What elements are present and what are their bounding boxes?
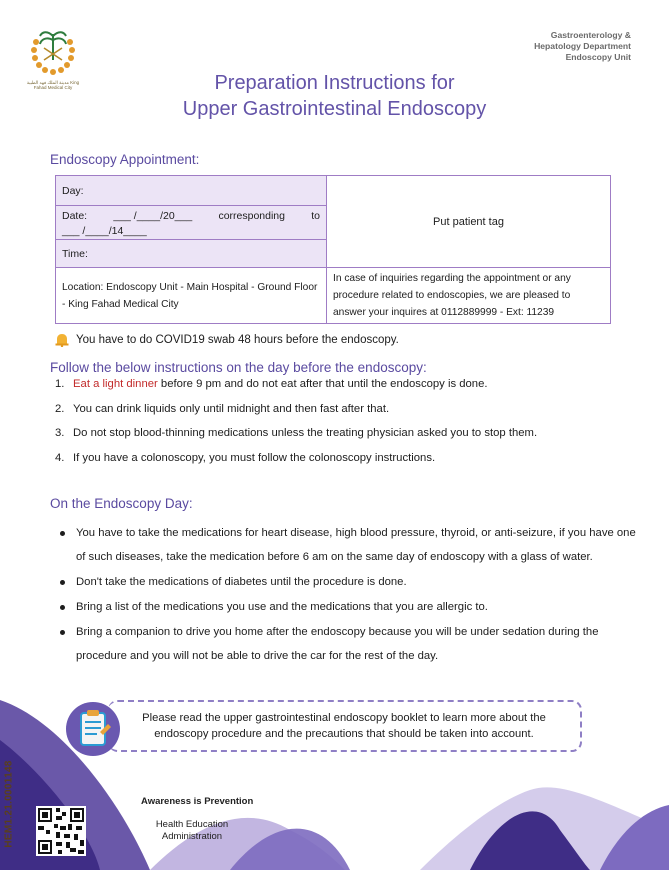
list-item: Bring a list of the medications you use and the medications that you are allergic to. (58, 595, 638, 619)
list-item: Bring a companion to drive you home after the endoscopy because you will be under sedation during the procedure and you will not be able to drive the car for the rest of the day. (58, 620, 638, 668)
health-education-label: Health Education Administration (155, 819, 229, 842)
endoscopy-day-list (58, 521, 638, 669)
inquiry-cell: In case of inquiries regarding the appointment or any procedure related to endoscopies, we are pleased to answer your inquires at 0112889999 - Ext: 11239 (327, 268, 611, 324)
logo-caption: مدينة الملك فهد الطبية King Fahad Medical City (26, 80, 80, 90)
location-cell: Location: Endoscopy Unit - Main Hospital - Ground Floor - King Fahad Medical City (56, 268, 327, 324)
day-before-heading: Follow the below instructions on the day before the endoscopy: (50, 360, 427, 375)
page-title: Preparation Instructions for Upper Gastrointestinal Endoscopy (182, 72, 487, 120)
covid-text: You have to do COVID19 swab 48 hours before the endoscopy. (76, 334, 399, 346)
appointment-table (55, 175, 611, 324)
covid-notice (54, 333, 399, 347)
patient-tag-cell: Put patient tag (327, 176, 611, 268)
department-label: Gastroenterology & Hepatology Department Endoscopy Unit (534, 30, 631, 62)
clipboard-icon (64, 700, 122, 758)
list-item: Don't take the medications of diabetes until the procedure is done. (58, 570, 638, 594)
list-item: 3. Do not stop blood-thinning medications unless the treating physician asked you to stop them. (55, 427, 538, 439)
document-code: HEM1.21.0001148 (3, 760, 15, 848)
bell-icon (54, 333, 70, 347)
appointment-heading: Endoscopy Appointment: (50, 152, 200, 167)
booklet-note-text: Please read the upper gastrointestinal endoscopy booklet to learn more about the endoscopy procedure and the precautions that should be taken into account. (142, 712, 546, 740)
day-before-list (55, 378, 625, 476)
qr-code-icon (36, 806, 86, 856)
day-cell: Day: (56, 176, 327, 206)
list-item: 2. You can drink liquids only until midnight and then fast after that. (55, 402, 390, 415)
booklet-note (108, 700, 582, 752)
time-cell: Time: (56, 240, 327, 268)
awareness-slogan: Awareness is Prevention (141, 796, 254, 807)
endoscopy-day-heading: On the Endoscopy Day: (50, 496, 193, 511)
list-item: 4. If you have a colonoscopy, you must follow the colonoscopy instructions. (55, 451, 436, 464)
date-cell: Date: ___ /____/20___ corresponding to ___ /____/14____ (56, 206, 327, 240)
list-item: You have to take the medications for heart disease, high blood pressure, thyroid, or anti-seizure, if you have one of such diseases, take the medication before 6 am on the same day of endoscopy with a glass of water. (58, 521, 638, 569)
list-item: 1. Eat a light dinner before 9 pm and do not eat after that until the endoscopy is done. (55, 378, 488, 390)
